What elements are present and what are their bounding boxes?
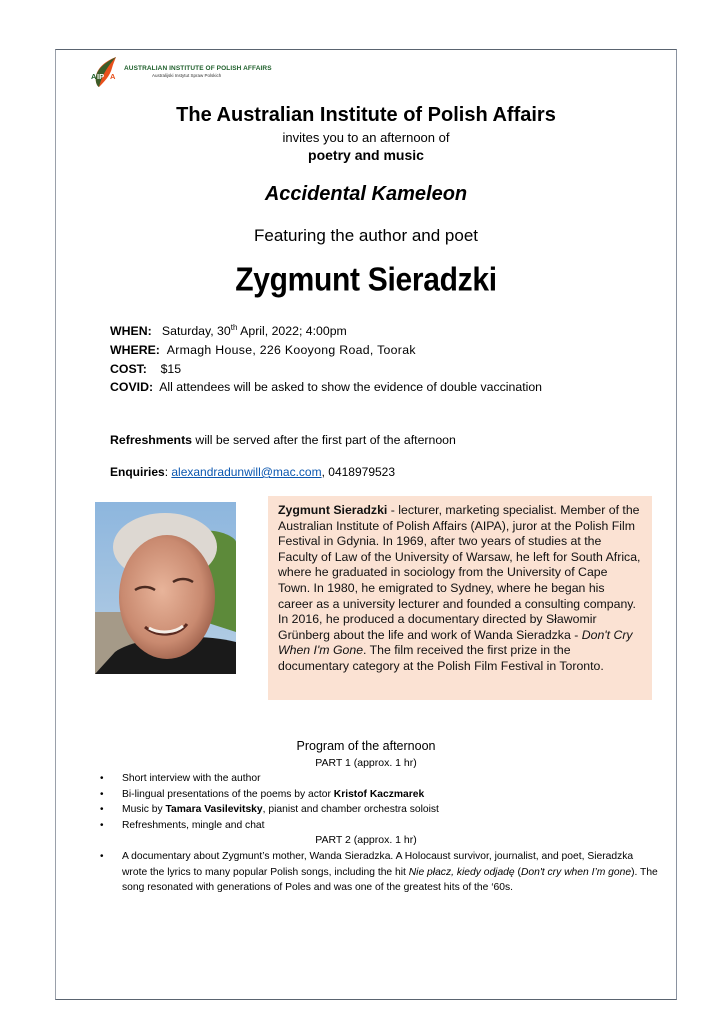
phone-number: , 0418979523 bbox=[321, 465, 396, 479]
event-type: poetry and music bbox=[308, 147, 424, 163]
covid-value: All attendees will be asked to show the evidence of double vaccination bbox=[159, 380, 543, 394]
logo-title: AUSTRALIAN INSTITUTE OF POLISH AFFAIRS bbox=[124, 65, 272, 72]
list-item: • A documentary about Zygmunt’s mother, Wanda Sieradzka. A Holocaust survivor, journalist, and poet, Sieradzka wrote the lyrics to many popular Polish songs, including the hit Nie płacz, kiedy odjadę (Don't cry when I’m gone). The song resonated with generations of Poles and was one of the greatest hits of the ‘60s. bbox=[100, 849, 660, 896]
author-photo bbox=[95, 502, 236, 674]
part2-list bbox=[100, 849, 660, 896]
logo-subtitle: Australijski Instytut Spraw Polskich bbox=[152, 72, 222, 78]
author-bio: Zygmunt Sieradzki - lecturer, marketing specialist. Member of the Australian Institute of Polish Affairs (AIPA), juror at the Polish Film Festival in Gdynia. In 1969, after two years of studies at the Faculty of Law of the University of Warsaw, he left for South Africa, where he graduated in sociology from the University of Cape Town. In 1980, he emigrated to Sydney, where he began his career as a university lecturer and founded a consulting company. In 2016, he produced a documentary directed by Sławomir Grünberg about the life and work of Wanda Sieradzka - Don't Cry When I'm Gone. The film received the first prize in the documentary category at the Polish Film Festival in Toronto. bbox=[268, 496, 652, 700]
svg-text:A: A bbox=[110, 72, 116, 81]
event-details bbox=[110, 322, 550, 396]
covid-label: COVID: bbox=[110, 380, 154, 394]
covid-row bbox=[110, 379, 550, 396]
svg-text:A: A bbox=[91, 72, 97, 81]
svg-text:IP: IP bbox=[97, 72, 105, 81]
part1-heading: PART 1 (approx. 1 hr) bbox=[315, 757, 417, 769]
list-item: • Music by Tamara Vasilevitsky, pianist and chamber orchestra soloist bbox=[100, 802, 660, 818]
enquiries-label: Enquiries bbox=[110, 465, 165, 479]
cost-row bbox=[110, 360, 550, 379]
when-row bbox=[110, 322, 550, 341]
program-title: Program of the afternoon bbox=[296, 739, 436, 753]
book-title: Accidental Kameleon bbox=[264, 183, 468, 205]
leaf-logo-icon bbox=[90, 56, 118, 88]
cost-label: COST: bbox=[110, 362, 147, 376]
list-item: • Bi-lingual presentations of the poems by actor Kristof Kaczmarek bbox=[100, 787, 660, 803]
invite-line: invites you to an afternoon of bbox=[282, 130, 450, 145]
refreshments-note: Refreshments will be served after the first part of the afternoon bbox=[110, 433, 456, 447]
where-row bbox=[110, 341, 550, 360]
part1-list bbox=[100, 771, 660, 834]
list-item: • Refreshments, mingle and chat bbox=[100, 818, 660, 834]
featuring-line: Featuring the author and poet bbox=[254, 226, 478, 245]
when-label: WHEN: bbox=[110, 324, 152, 338]
author-name: Zygmunt Sieradzki bbox=[235, 262, 497, 299]
where-value: Armagh House, 226 Kooyong Road, Toorak bbox=[166, 343, 416, 357]
film-title: Don't Cry When I'm Gone bbox=[278, 627, 633, 658]
org-title: The Australian Institute of Polish Affairs bbox=[176, 104, 556, 126]
list-item: • Short interview with the author bbox=[100, 771, 660, 787]
part2-heading: PART 2 (approx. 1 hr) bbox=[315, 834, 417, 846]
bio-name: Zygmunt Sieradzki bbox=[278, 503, 388, 517]
enquiries: Enquiries: alexandradunwill@mac.com, 0418979523 bbox=[110, 465, 396, 479]
where-label: WHERE: bbox=[110, 343, 160, 357]
email-link[interactable]: alexandradunwill@mac.com bbox=[171, 465, 322, 479]
aipa-logo bbox=[90, 56, 272, 88]
when-date: Saturday, 30th April, 2022; 4:00pm bbox=[161, 322, 347, 338]
cost-value: $15 bbox=[160, 362, 182, 376]
